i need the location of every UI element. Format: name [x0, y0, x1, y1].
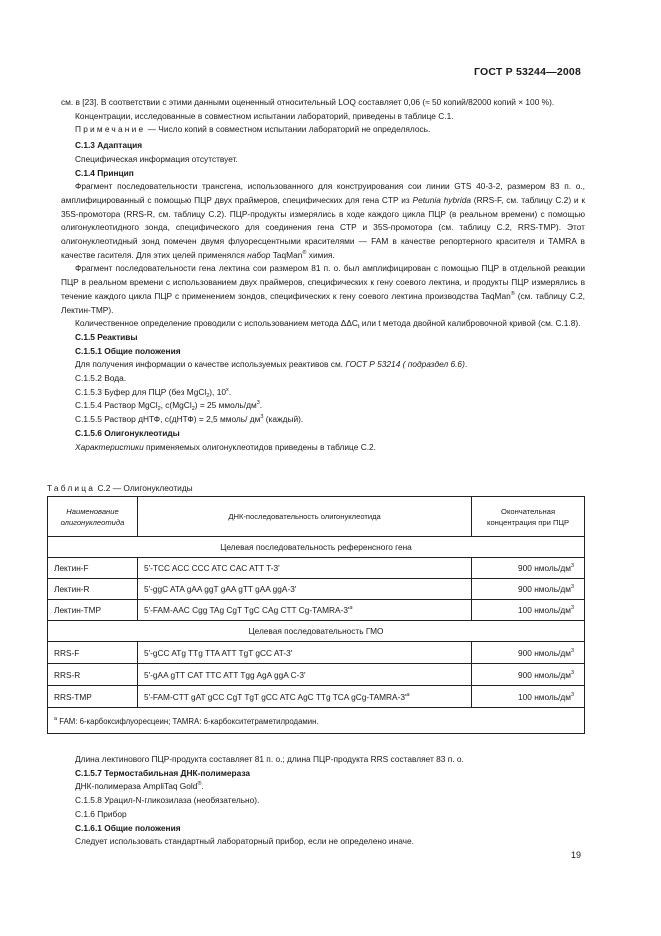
paragraph-polymerase [61, 780, 585, 794]
text-run: Фрагмент последовательности гена лектина сои размером 81 п. о. был амплифицирован с помощью ПЦР в отдельной реакции ПЦР в реальном времени с использованием двух праймеров, специфических к гену соевого лектина, и продукты ПЦР измерялись в течение каждого цикла ПЦР с применением зондов, специфических к гену соевого лектина производства TaqMan [61, 263, 585, 301]
text-run: . [201, 781, 204, 792]
oligo-name: Лектин-R [48, 579, 138, 600]
superscript: 3 [570, 605, 574, 611]
registered-mark: ® [510, 290, 515, 297]
sequence-text: 5'-gCC ATg TTg TTA ATT TgT gCC AT-3' [143, 647, 293, 658]
table-row [48, 642, 585, 664]
conc-text: 900 нмоль/дм [518, 669, 571, 680]
paragraph-reagents [61, 358, 585, 372]
section-gmo: Целевая последовательность ГМО [48, 621, 585, 642]
standard-reference: ГОСТ Р 53214 ( подраздел 6.6) [345, 359, 465, 370]
footnote-text: FAM: 6-карбоксифлуоресцеин; TAMRA: 6-карбокситетраметилродамин. [59, 716, 319, 726]
table-section-row [48, 537, 585, 558]
oligonucleotide-table [47, 496, 585, 734]
item-c155 [61, 413, 585, 427]
table-caption-text: C.2 — Олигонуклеотиды [97, 483, 193, 493]
section-c151-title: C.1.5.1 Общие положения [75, 345, 181, 356]
paragraph-equipment: Следует использовать стандартный лабораторный прибор, если не определено иначе. [75, 836, 414, 847]
text-run: (см. таблицу C.2, Лектин-TMP). [61, 290, 585, 315]
subscript: 2 [157, 406, 161, 413]
oligo-sequence [137, 664, 471, 686]
text-run: Фрагмент последовательности трансгена, использованного для конструирования сои линии GTS 40-3-2, размером 83 п. о., амплифицированный с помощью ПЦР двух праймеров, специфических для гена CTP из [61, 181, 585, 205]
superscript: 3 [570, 691, 574, 698]
oligo-concentration [472, 664, 585, 686]
paragraph-product-length: Длина лектинового ПЦР-продукта составляет 81 п. о.; длина ПЦР-продукта RRS составляет 83 п. о. [75, 754, 464, 764]
text-run: химия. [306, 249, 335, 260]
col-header-name: Наименование олигонуклеотида [48, 497, 138, 537]
conc-text: 100 нмоль/дм [518, 605, 571, 615]
section-c16-title: C.1.6 Прибор [75, 808, 127, 819]
body-text [61, 96, 585, 454]
col-header-concentration: Окончательная концентрация при ПЦР [472, 497, 585, 537]
table-caption [47, 483, 193, 493]
text-run: или t метода двойной калибровочной кривой (см. C.1.8). [359, 318, 581, 329]
text-run: TaqMan [270, 249, 303, 260]
paragraph-quantification [61, 317, 585, 331]
oligo-sequence [137, 642, 471, 664]
section-c14-title: C.1.4 Принцип [75, 167, 134, 178]
conc-text: 900 нмоль/дм [518, 584, 571, 594]
paragraph-principle-2 [61, 262, 585, 317]
table-row [48, 600, 585, 621]
italic-run: набор [247, 249, 271, 260]
table-footnote [48, 708, 585, 734]
oligo-concentration [472, 579, 585, 600]
oligo-sequence [137, 600, 471, 621]
superscript: 3 [570, 563, 574, 569]
text-run: C.1.5.3 Буфер для ПЦР (без MgCl [75, 386, 207, 397]
superscript: 3 [570, 669, 574, 676]
conc-text: 100 нмоль/дм [518, 691, 571, 702]
note-text: — Число копий в совместном испытании лабораторий не определялось. [145, 124, 431, 135]
text-run: C.1.5.5 Раствор дНТФ, с(дНТФ) = 2,5 ммоль/ дм [75, 414, 261, 425]
subscript: t [357, 324, 360, 331]
registered-mark: ® [197, 781, 202, 788]
text-run: (каждый). [263, 414, 304, 425]
section-c13-text: Специфическая информация отсутствует. [75, 153, 238, 164]
text-run: . [228, 386, 232, 397]
paragraph-principle-1 [61, 180, 585, 262]
oligo-name: RRS-R [48, 664, 138, 686]
table-caption-word: Таблица [47, 483, 96, 493]
table-row [48, 664, 585, 686]
sequence-text: 5'-TCC ACC CCC ATC CAC ATT T-3' [143, 563, 280, 573]
oligo-name: Лектин-TMP [48, 600, 138, 621]
section-c157-title: C.1.5.7 Термостабильная ДНК-полимераза [75, 767, 251, 778]
table-row [48, 579, 585, 600]
text-run: C.1.5.4 Раствор MgCl [75, 400, 158, 411]
text-run: ) = 25 ммоль/дм [194, 400, 257, 411]
oligo-name: Лектин-F [48, 558, 138, 579]
text-run: ДНК-полимераза AmpliTaq Gold [75, 781, 198, 792]
note [61, 123, 585, 137]
sequence-text: 5'-gAA gTT CAT TTC ATT Tgg AgA ggA C-3' [143, 669, 306, 680]
text-run: . [464, 359, 468, 370]
text-run: Для получения информации о качестве используемых реактивов см. [75, 359, 346, 370]
italic-run: Характеристики [75, 441, 144, 452]
registered-mark: ® [302, 249, 307, 256]
text-run: (RRS-F, см. таблицу C.2) и к 35S-промотора (RRS-R, см. таблицу C.2). ПЦР-продукты измерялись в ходе каждого цикла ПЦР (в реальном времени) с помощью олигонуклеотидного зонда, специфического для соединения гена CTP и 35S-промотора (см. таблицу C.2, RRS-TMP). Этот олигонуклеотидный зонд помечен двумя флуоресцентными красителями — FAM в качестве репортерного красителя и TAMRA в качестве гасителя. Для этих целей применялся [61, 194, 586, 260]
note-word: Примечание [75, 124, 146, 135]
footnote-mark: a [54, 715, 58, 722]
section-c161-title: C.1.6.1 Общие положения [75, 822, 181, 833]
conc-text: 900 нмоль/дм [518, 647, 571, 658]
item-c154 [61, 399, 585, 413]
subscript: 2 [206, 392, 210, 399]
paragraph-loq: см. в [23]. В соответствии с этими данными оцененный относительный LOQ составляет 0,06 (≈ 50 копий/82000 копий × 100 %). [61, 97, 555, 107]
oligo-sequence [137, 558, 471, 579]
sequence-text: 5'-FAM-CTT gAT gCC CgT TgT gCC ATC AgC TTg TCA gCg-TAMRA-3' [143, 691, 407, 702]
tail-text [61, 753, 585, 849]
superscript: 3 [256, 400, 260, 407]
oligo-concentration [472, 642, 585, 664]
standard-header: ГОСТ Р 53244—2008 [473, 66, 581, 78]
section-c15-title: C.1.5 Реактивы [75, 331, 138, 342]
text-run: , c(MgCl [160, 400, 192, 411]
table-footnote-row [48, 708, 585, 734]
oligo-concentration [472, 600, 585, 621]
sequence-text: 5'-ggC ATA gAA ggT gAA gTT gAA ggA-3' [143, 584, 297, 594]
superscript: x [225, 386, 229, 393]
oligo-name: RRS-TMP [48, 686, 138, 708]
text-run: Количественное определение проводили с использованием метода ΔΔC [75, 318, 358, 329]
section-reference-gene: Целевая последовательность референсного гена [48, 537, 585, 558]
item-c158: C.1.5.8 Урацил-N-гликозилаза (необязательно). [75, 795, 260, 806]
oligo-name: RRS-F [48, 642, 138, 664]
subscript: 2 [191, 406, 195, 413]
superscript: 3 [570, 647, 574, 654]
italic-run: Petunia hybrida [412, 194, 471, 205]
oligo-concentration [472, 558, 585, 579]
superscript: 3 [260, 414, 264, 421]
paragraph-oligo-ref [61, 441, 585, 455]
page-number: 19 [570, 850, 581, 860]
sequence-text: 5'-FAM-AAC Cgg TAg CgT TgC CAg CTT Cg-TAMRA-3' [143, 605, 350, 615]
text-run: применяемых олигонуклеотидов приведены в таблице C.2. [143, 441, 377, 452]
table-row [48, 558, 585, 579]
table-header-row [48, 497, 585, 537]
col-header-sequence: ДНК-последовательность олигонуклеотида [137, 497, 471, 537]
section-c156-title: C.1.5.6 Олигонуклеотиды [75, 427, 180, 438]
oligo-concentration [472, 686, 585, 708]
oligo-sequence [137, 686, 471, 708]
conc-text: 900 нмоль/дм [518, 563, 571, 573]
superscript: 3 [570, 584, 574, 590]
footnote-ref: a [406, 691, 410, 698]
footnote-ref: a [349, 605, 353, 611]
table-section-row [48, 621, 585, 642]
section-c13-title: C.1.3 Адаптация [75, 140, 143, 151]
oligo-sequence [137, 579, 471, 600]
item-c152: C.1.5.2 Вода. [75, 373, 127, 384]
item-c153 [61, 386, 585, 400]
text-run: . [259, 400, 263, 411]
paragraph-concentrations: Концентрации, исследованные в совместном испытании лабораторий, приведены в таблице C.1. [75, 110, 454, 121]
text-run: ), 10 [209, 386, 226, 397]
table-row [48, 686, 585, 708]
